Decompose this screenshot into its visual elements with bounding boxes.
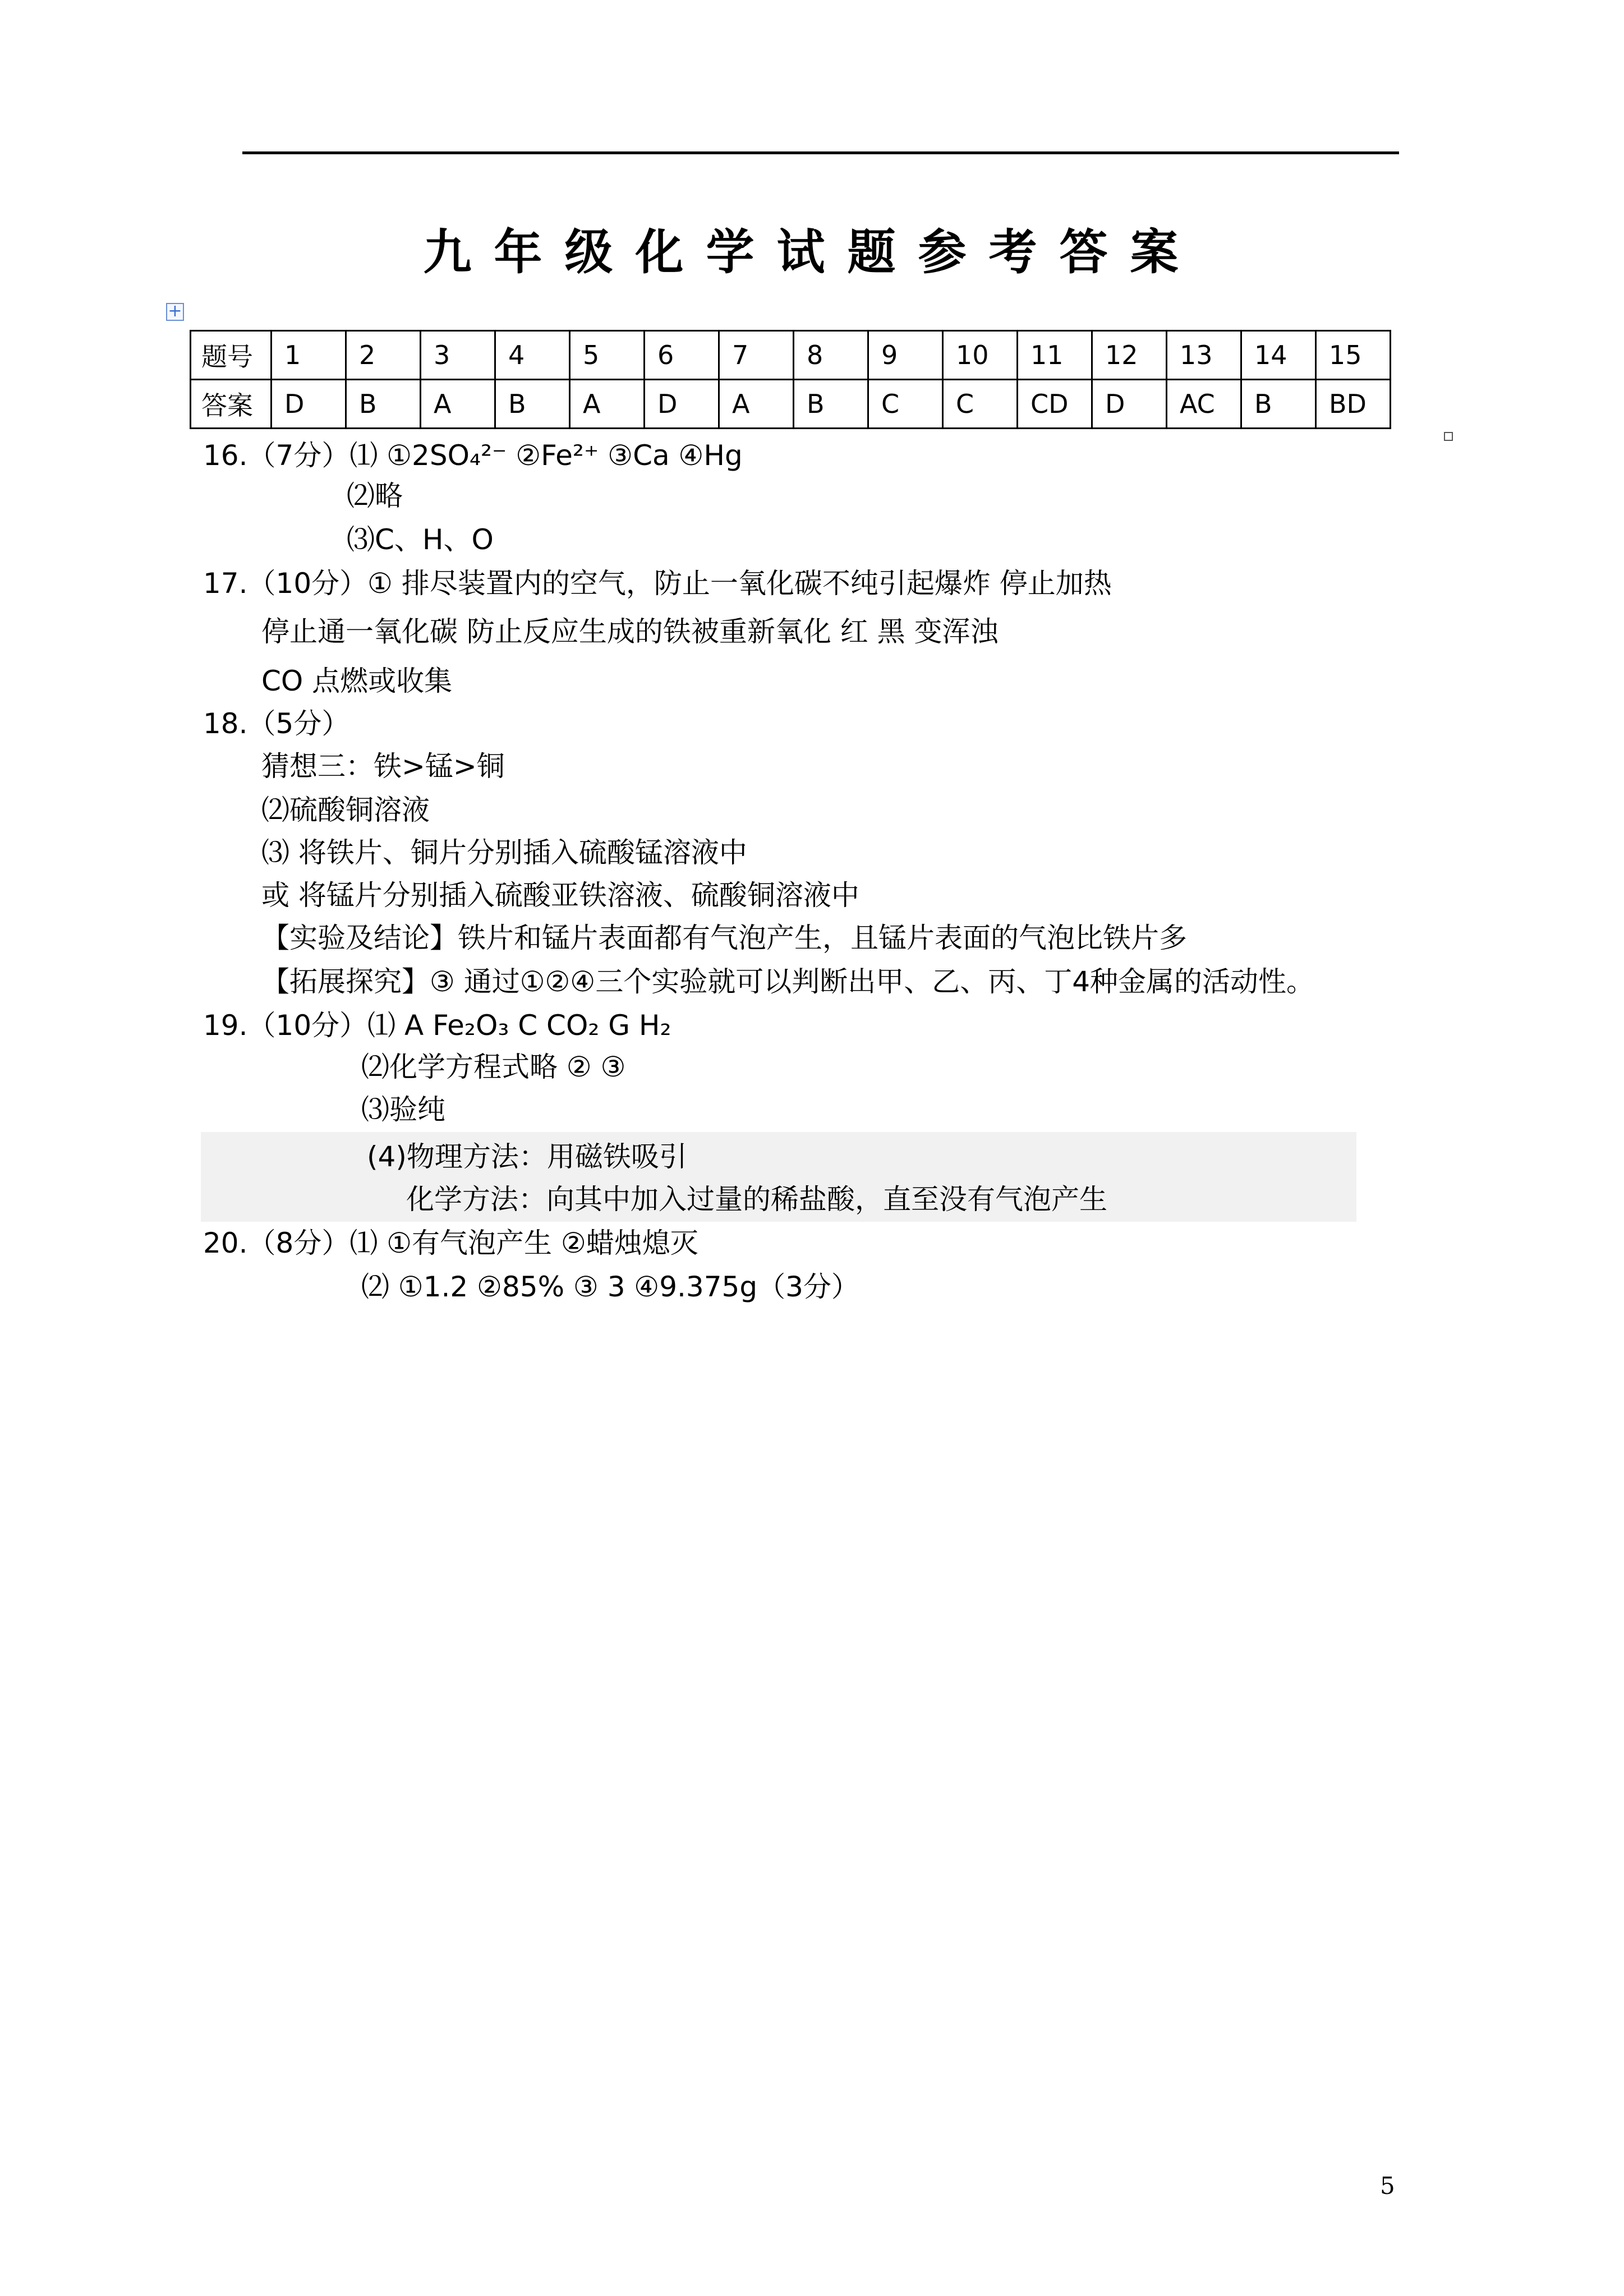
question-number: 9: [868, 331, 943, 380]
answer-line-18-5: 或 将锰片分别插入硫酸亚铁溶液、硫酸铜溶液中: [261, 879, 859, 912]
answer-label: 答案: [191, 380, 272, 429]
answer-line-16-2: ⑵略: [347, 480, 403, 512]
answer-cell: D: [1092, 380, 1167, 429]
answer-line-19-1: 19.（10分）⑴ A Fe₂O₃ C CO₂ G H₂: [203, 1009, 671, 1042]
question-number: 7: [719, 331, 794, 380]
answer-cell: C: [943, 380, 1018, 429]
answer-cell: A: [570, 380, 645, 429]
answer-cell: B: [794, 380, 868, 429]
answer-cell: A: [719, 380, 794, 429]
answer-table: [190, 330, 1391, 429]
question-number: 6: [645, 331, 719, 380]
answer-line-19-5: 化学方法：向其中加入过量的稀盐酸，直至没有气泡产生: [406, 1183, 1107, 1216]
answer-line-18-7: 【拓展探究】③ 通过①②④三个实验就可以判断出甲、乙、丙、丁4种金属的活动性。: [261, 965, 1315, 998]
page-number: 5: [1380, 2172, 1395, 2200]
answer-line-16-1: 16.（7分）⑴ ①2SO₄²⁻ ②Fe²⁺ ③Ca ④Hg: [203, 439, 743, 472]
header-label: 题号: [191, 331, 272, 380]
answer-cell: C: [868, 380, 943, 429]
question-number: 14: [1241, 331, 1316, 380]
question-number: 3: [421, 331, 495, 380]
answer-cell: BD: [1316, 380, 1391, 429]
question-number: 12: [1092, 331, 1167, 380]
answer-cell: B: [346, 380, 421, 429]
answer-cell: B: [495, 380, 570, 429]
answer-line-19-2: ⑵化学方程式略 ② ③: [361, 1051, 626, 1083]
answer-line-17-1: 17.（10分）① 排尽装置内的空气，防止一氧化碳不纯引起爆炸 停止加热: [203, 567, 1112, 600]
answer-line-16-3: ⑶C、H、O: [347, 523, 494, 556]
answer-cell: AC: [1167, 380, 1241, 429]
answer-line-20-1: 20.（8分）⑴ ①有气泡产生 ②蜡烛熄灭: [203, 1227, 698, 1259]
answer-cell: B: [1241, 380, 1316, 429]
answer-cell: A: [421, 380, 495, 429]
question-number: 4: [495, 331, 570, 380]
question-number: 10: [943, 331, 1018, 380]
question-number: 8: [794, 331, 868, 380]
page-title: 九年级化学试题参考答案: [423, 224, 1201, 280]
table-row-answers: [191, 380, 1391, 429]
question-number: 11: [1018, 331, 1092, 380]
answer-line-19-3: ⑶验纯: [361, 1093, 445, 1126]
answer-line-18-2: 猜想三：铁>锰>铜: [261, 750, 505, 783]
question-number: 13: [1167, 331, 1241, 380]
answer-line-17-3: CO 点燃或收集: [261, 665, 453, 697]
table-resize-handle[interactable]: [1444, 432, 1453, 441]
answer-line-18-6: 【实验及结论】铁片和锰片表面都有气泡产生，且锰片表面的气泡比铁片多: [261, 922, 1187, 954]
answer-line-18-3: ⑵硫酸铜溶液: [261, 794, 430, 826]
table-move-handle-icon[interactable]: +: [166, 303, 184, 321]
answer-line-20-2: ⑵ ①1.2 ②85% ③ 3 ④9.375g（3分）: [361, 1271, 859, 1303]
answer-line-19-4: (4)物理方法：用磁铁吸引: [367, 1140, 687, 1173]
question-number: 2: [346, 331, 421, 380]
answer-line-17-2: 停止通一氧化碳 防止反应生成的铁被重新氧化 红 黑 变浑浊: [261, 615, 999, 648]
answer-line-18-1: 18.（5分）: [203, 707, 350, 740]
table-row-numbers: [191, 331, 1391, 380]
answer-cell: D: [645, 380, 719, 429]
question-number: 5: [570, 331, 645, 380]
answer-line-18-4: ⑶ 将铁片、铜片分别插入硫酸锰溶液中: [261, 836, 747, 869]
header-rule: [242, 151, 1399, 154]
question-number: 15: [1316, 331, 1391, 380]
question-number: 1: [272, 331, 346, 380]
answer-cell: D: [272, 380, 346, 429]
answer-cell: CD: [1018, 380, 1092, 429]
